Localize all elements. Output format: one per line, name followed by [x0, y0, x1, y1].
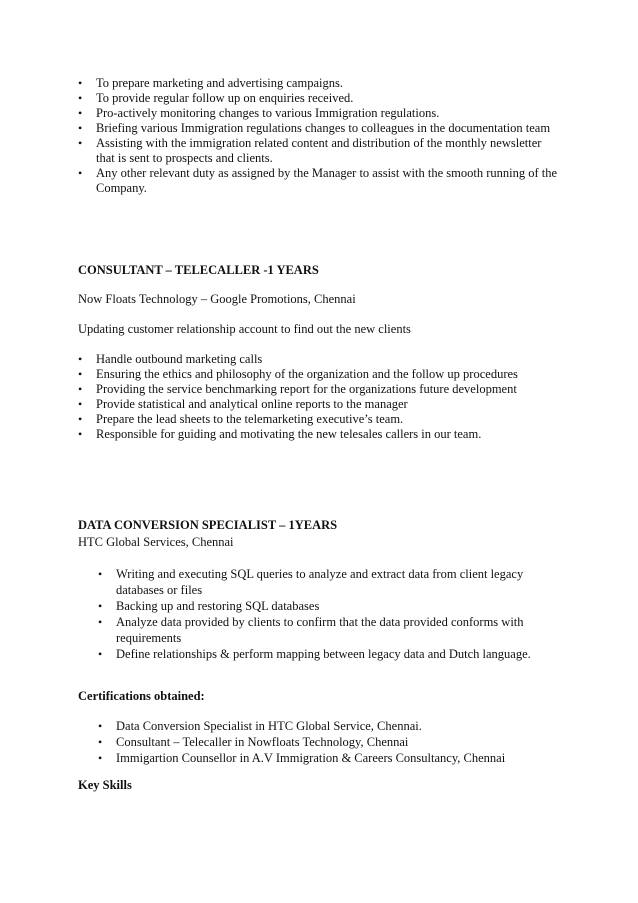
- list-item: • Consultant – Telecaller in Nowfloats Technology, Chennai: [0, 734, 638, 750]
- job1-title: CONSULTANT – TELECALLER -1 YEARS: [78, 263, 319, 277]
- list-item: • Assisting with the immigration related content and distribution of the monthly newsletter that is sent to prospects and clients.: [0, 136, 638, 166]
- job1-summary: Updating customer relationship account to find out the new clients: [78, 322, 411, 336]
- job1-bullet-list: [0, 352, 638, 442]
- certifications-heading: Certifications obtained:: [78, 689, 205, 703]
- list-item: • Data Conversion Specialist in HTC Global Service, Chennai.: [0, 718, 638, 734]
- certifications-list-wrap: [0, 718, 638, 766]
- list-item: • Responsible for guiding and motivating the new telesales callers in our team.: [0, 427, 638, 442]
- section1-list-wrap: [0, 76, 638, 196]
- list-item: • Any other relevant duty as assigned by the Manager to assist with the smooth running of the Company.: [0, 166, 638, 196]
- section1-bullet-list: [0, 76, 638, 196]
- list-item: • To prepare marketing and advertising campaigns.: [0, 76, 638, 91]
- job2-bullet-list: [0, 566, 638, 662]
- list-item: • Backing up and restoring SQL databases: [0, 598, 638, 614]
- job2-list-wrap: [0, 566, 638, 662]
- certifications-list: [0, 718, 638, 766]
- list-item: • Provide statistical and analytical online reports to the manager: [0, 397, 638, 412]
- list-item: • Define relationships & perform mapping between legacy data and Dutch language.: [0, 646, 638, 662]
- list-item: • Handle outbound marketing calls: [0, 352, 638, 367]
- key-skills-heading: Key Skills: [78, 778, 132, 792]
- list-item: • Pro-actively monitoring changes to various Immigration regulations.: [0, 106, 638, 121]
- job1-list-wrap: [0, 352, 638, 442]
- list-item: • Immigartion Counsellor in A.V Immigration & Careers Consultancy, Chennai: [0, 750, 638, 766]
- list-item: • Analyze data provided by clients to confirm that the data provided conforms with requirements: [0, 614, 638, 646]
- job1-company: Now Floats Technology – Google Promotions, Chennai: [78, 292, 356, 306]
- list-item: • Writing and executing SQL queries to analyze and extract data from client legacy databases or files: [0, 566, 638, 598]
- job2-company: HTC Global Services, Chennai: [78, 535, 234, 549]
- list-item: • Prepare the lead sheets to the telemarketing executive’s team.: [0, 412, 638, 427]
- list-item: • Providing the service benchmarking report for the organizations future development: [0, 382, 638, 397]
- job2-title: DATA CONVERSION SPECIALIST – 1YEARS: [78, 518, 338, 532]
- list-item: • To provide regular follow up on enquiries received.: [0, 91, 638, 106]
- list-item: • Briefing various Immigration regulations changes to colleagues in the documentation team: [0, 121, 638, 136]
- list-item: • Ensuring the ethics and philosophy of the organization and the follow up procedures: [0, 367, 638, 382]
